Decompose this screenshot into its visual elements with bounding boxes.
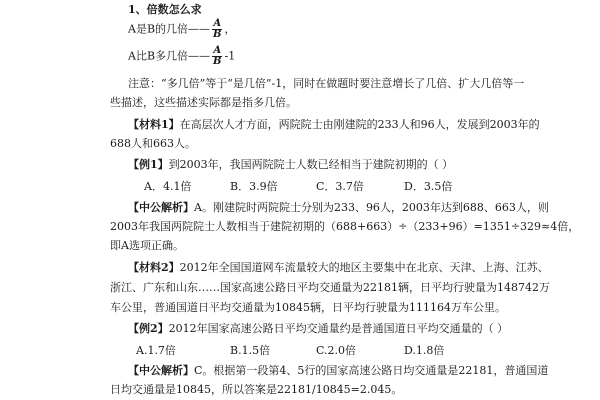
example-1-option-c: C．3.7倍: [316, 180, 364, 193]
material-2-line-3: 车公里，普通国道日平均交通量为10845辆，日平均行驶量为111164万车公里。: [110, 301, 506, 314]
example-1-option-b: B．3.9倍: [230, 180, 278, 193]
analysis-1-line-1: [128, 201, 549, 215]
analysis-2-line-2: 日均交通量是10845，所以答案是22181/10845=2.045。: [110, 383, 403, 396]
material-2-line-1: [128, 261, 549, 275]
formula-more-numerator: A: [213, 45, 222, 56]
formula-times-numerator: A: [213, 18, 222, 29]
example-2-tag: 【例2】: [128, 322, 169, 335]
note-line-2: 些描述，这些描述实际都是指多几倍。: [110, 96, 297, 109]
analysis-1-line-2: 2003年我国两院院士人数相当于建院初期的（688+663）÷（233+96）=1351÷329≈4倍，: [110, 220, 580, 233]
formula-more-denominator: B: [213, 56, 222, 67]
material-1-tag: 【材料1】: [128, 118, 180, 131]
formula-times-fraction: [212, 19, 222, 40]
example-2-text: 2012年国家高速公路日平均交通量约是普通国道日平均交通量的（ ）: [168, 322, 509, 335]
analysis-1-tag: 【中公解析】: [128, 201, 194, 214]
example-2-question: [128, 322, 508, 336]
analysis-2-text-1: C。根据第一段第4、5行的国家高速公路日均交通量是22181，普通国道: [194, 364, 549, 377]
analysis-1-line-3: 即A选项正确。: [110, 239, 184, 252]
example-2-option-d: D.1.8倍: [404, 344, 445, 357]
material-2-tag: 【材料2】: [128, 261, 180, 274]
formula-more-suffix: -1: [224, 49, 236, 63]
example-1-question: [128, 158, 453, 172]
section-heading: 1、倍数怎么求: [128, 3, 202, 16]
example-1-text: 到2003年，我国两院院士人数已经相当于建院初期的（ ）: [168, 158, 454, 171]
formula-more-fraction: [212, 46, 222, 67]
formula-times-suffix: ，: [224, 22, 236, 36]
analysis-2-line-1: [128, 364, 548, 378]
analysis-1-text-1: A。刚建院时两院院士分别为233、96人，2003年达到688、663人，则: [194, 201, 549, 214]
formula-times: [128, 19, 235, 40]
example-1-option-a: A．4.1倍: [144, 180, 192, 193]
material-2-text-1: 2012年全国国道网车流量较大的地区主要集中在北京、天津、上海、江苏、: [179, 261, 549, 274]
material-1-text-1: 在高层次人才方面，两院院士由刚建院的233人和96人，发展到2003年的: [179, 118, 540, 131]
analysis-2-tag: 【中公解析】: [128, 364, 194, 377]
note-line-1: 注意：“多几倍”等于“是几倍”-1，同时在做题时要注意增长了几倍、扩大几倍等一: [128, 77, 525, 90]
material-2-line-2: 浙江、广东和山东……国家高速公路日平均交通量为22181辆，日平均行驶量为148742万: [110, 281, 550, 294]
example-2-option-c: C.2.0倍: [316, 344, 357, 357]
formula-more-prefix: A比B多几倍——: [128, 49, 211, 63]
material-1-line-2: 688人和663人。: [110, 137, 196, 150]
example-2-option-a: A.1.7倍: [136, 344, 176, 357]
formula-times-denominator: B: [213, 29, 222, 40]
material-1-line-1: [128, 118, 540, 132]
example-2-option-b: B.1.5倍: [230, 344, 271, 357]
formula-times-prefix: A是B的几倍——: [128, 22, 211, 36]
formula-more-times: [128, 46, 235, 67]
example-1-option-d: D．3.5倍: [404, 180, 453, 193]
example-1-tag: 【例1】: [128, 158, 169, 171]
